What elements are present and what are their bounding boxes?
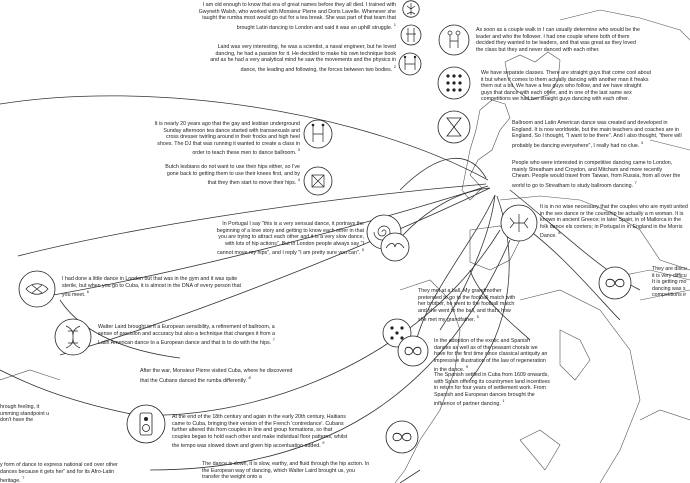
quote-created-in-england: Ballroom and Latin American dance was created and developed in England. It is now worldwide, but the main teachers and coaches are in England. So I thought, "I want to be there". And I also thought, "there will probably be dancing everywhere", I really had no clue. $^3$ — [512, 120, 682, 149]
quote-spanish-settled: The Spanish settled in Cuba from 1609 onwards, with Spain offering its countrymen land incentives in return for four years of settlement work. From Spanish and European dances brought the influence of partner dancing. $^1$ — [434, 372, 550, 408]
quote-regeneration: In the adoption of the exotic and Spanish dances as well as of the peasant chorals we have for the first time since classical antiquity an impressive illustration of the law of regeneration in the dance. $^9$ — [434, 338, 548, 374]
quote-sex-dance: It is in no wise necessary that the couples who are mysti united in the sex dance or the courtship be actually a m woman. It is known in ancient Greece; in later Spain, in of Mallorca in the folk dance els corriers; in Portugal in in England in the Morris Dance. $^8$ — [540, 204, 688, 240]
quote-separate-classes: We have separate classes. There are straight guys that come cool about it but when it comes to them actually dancing with another man it freaks them out a bit. We have a few guys who follow, and we have straight guys that dance with each other, and in one of the last same sex competitions we had two straight guys dancing with each other. — [481, 70, 651, 103]
quote-streatham: People who were interested in competitive dancing came to London, mainly Streatham and Croydon, and Mitcham and more recently Cheam. People would travel from Taiwan, from Russia, from all over the world to go to Streatham to study ballroom dancing. $^7$ — [512, 160, 681, 189]
infinity-icon — [397, 335, 429, 367]
quote-cuba-dna: I had done a little dance in London but that was in the gym and it was quite sterile, but when you go to Cuba, it is almost in the DNA of every person that you meet. $^6$ — [62, 276, 242, 298]
dna-icon — [54, 318, 92, 356]
quote-laird-scientist: Laird was very interesting, he was a scientist, a naval engineer, but he loved dancing, he had a passion for it. He decided to make his own technique book and as he had a very analytical mind he saw the movements and the physics in dance, the leading and following, the forces between two bodies. $^2$ — [210, 44, 396, 73]
crossed-box-icon — [303, 166, 333, 196]
split-figure-icon — [400, 24, 422, 46]
figure-icon — [402, 0, 420, 18]
quote-hip-action: The dance is down, it is slow, earthy, and fluid through the hip action. In the European way of dancing, which Walter Laird brought us, you transfer the weight onto a — [202, 461, 370, 481]
quote-european-sensibility: Walter Laird brought to it a European sensibility, a refinement of ballroom, a sense of precision and accuracy but also a technique that changes it from a Latin American dance to a European dance and that is to do with the hips. $^7$ — [98, 324, 275, 346]
infinity-icon — [598, 266, 632, 300]
bird-icon — [380, 232, 410, 262]
crab-icon — [500, 204, 538, 242]
quote-grandmother-ball: They met at a ball. My grandmother pretended to go to the football match with her brother, he went to the football match and she went to the ball, and that's how she met my grandfather. $^5$ — [418, 288, 516, 324]
infinity-icon — [385, 420, 419, 454]
couple-icon — [398, 52, 422, 76]
quote-national-dance: y form of dance to express national ced over other dances because it gets her" and for its Afro-Latin heritage. $^7$ — [0, 462, 118, 483]
rings-icon — [438, 24, 470, 56]
quote-monsieur-pierre: I am old enough to know that era of great names before they all died. I trained with Gwyneth Walsh, who worked with Monsieur Pierre and Doris Lavelle. Whenever she taught the rumba most would go out for a tea break. She was part of that team that brought Latin dancing to London and said it was an uphill struggle. $^1$ — [198, 2, 396, 31]
quote-portugal-hips: In Portugal I say "this is a very sensual dance, it portrays the beginning of a love story and getting to know each other in that you are trying to attract each other and it is a very slow dance, with lots of hip actions". But in London people always say "I cannot move my hips", and I reply "I am pretty sure you can". $^5$ — [216, 221, 364, 257]
quote-after-the-war: After the war, Monsieur Pierre visited Cuba, where he discovered that the Cubans danced the rumba differently. $^8$ — [140, 368, 293, 384]
quote-haitians-contredance: At the end of the 18th century and again in the early 20th century, Haitians came to Cuba, bringing their version of the French 'contredance'. Cubans further altered this from couples in line and group formations, so that couples began to hold each other and make individual floor patterns, whilst the tempo was slowed down and given hip accentuation added. $^9$ — [172, 414, 348, 450]
fish-icon — [18, 270, 56, 308]
sandglass-icon — [437, 110, 471, 144]
quote-left-truncated: hrough feeling, it umming standpoint u don't have the — [0, 404, 50, 424]
leaves-icon — [303, 119, 333, 149]
stars-icon — [437, 66, 471, 100]
quote-butch-lesbians: Butch lesbians do not want to use their hips either, so I've gone back to getting them to use their knees first, and by that they then start to move their hips. $^4$ — [165, 164, 300, 186]
quote-right-truncated: They are discu it is very difficu It is getting mo dancing was s competitions ir — [652, 266, 687, 299]
figure-icon — [126, 404, 166, 444]
quote-tea-dance: It is nearly 20 years ago that the gay and lesbian underground Sunday afternoon tea dance started with transsexuals and cross dresser twirling around in their frocks and high heel shoes. The DJ that was running it wanted to create a class in order to teach these men to dance ballroom. $^3$ — [154, 121, 300, 157]
quote-leader-follower: As soon as a couple walk in I can usually determine who would be the leader and who the follower. I had one couple where both of them decided they wanted to be leaders, and that was great as they loved the class but they and never danced with each other. — [476, 27, 641, 53]
